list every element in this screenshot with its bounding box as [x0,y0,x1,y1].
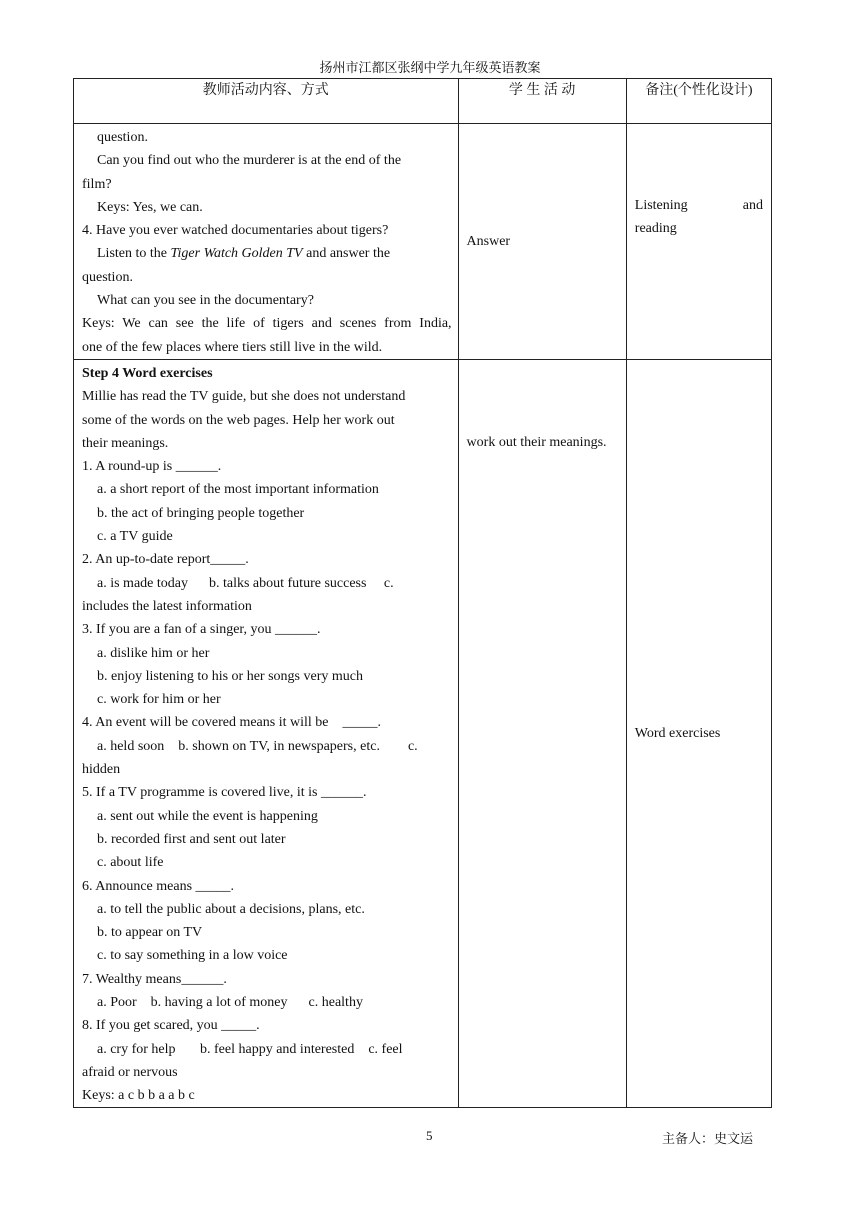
text-line: question. [82,269,133,285]
question-line: 6. Announce means _____. [82,878,235,894]
option-line: afraid or nervous [82,1064,178,1080]
note-line: reading [634,221,677,237]
option-line: b. recorded first and sent out later [97,831,286,847]
option-line: a. held soon b. shown on TV, in newspapers, etc. c. [97,738,418,754]
notes-cell [626,359,771,1108]
column-header-teacher: 教师活动内容、方式 [74,79,459,124]
teacher-activity-cell [74,359,459,1108]
table-row [74,359,772,1108]
step-title: Step 4 Word exercises [82,365,213,381]
option-line: a. cry for help b. feel happy and interested c. feel [97,1041,403,1057]
option-line: b. to appear on TV [97,925,203,941]
table-row [74,124,772,360]
option-line: c. about life [97,855,164,871]
option-line: b. the act of bringing people together [97,505,305,521]
option-line: a. to tell the public about a decisions, plans, etc. [97,901,365,917]
notes-cell [626,124,771,360]
note-word: Listening [634,198,688,213]
question-line: 3. If you are a fan of a singer, you ______. [82,622,321,638]
question-line: 1. A round-up is ______. [82,459,222,475]
student-activity-text: work out their meanings. [466,434,607,450]
option-line: a. sent out while the event is happening [97,808,318,824]
text-line: film? [82,176,112,192]
text-line: 4. Have you ever watched documentaries about tigers? [82,223,389,239]
note-word: and [742,198,763,213]
option-line: includes the latest information [82,598,252,614]
text-line: one of the few places where tiers still live in the wild. [82,339,383,355]
text-line: Millie has read the TV guide, but she does not understand [82,389,406,405]
table-header-row [74,79,772,124]
column-header-notes: 备注(个性化设计) [626,79,771,124]
note-line [635,194,763,217]
option-line: a. is made today b. talks about future success c. [97,575,394,591]
text-line: Keys: Yes, we can. [97,199,203,215]
option-line: c. work for him or her [97,692,221,708]
text-line: question. [97,130,148,145]
text-line: What can you see in the documentary? [97,293,314,309]
option-line: a. dislike him or her [97,645,210,661]
student-activity-text: Answer [466,233,511,249]
text-line: Can you find out who the murderer is at the end of the [97,153,402,169]
option-line: a. a short report of the most important information [97,482,379,498]
option-line: b. enjoy listening to his or her songs very much [97,668,363,684]
question-line: 4. An event will be covered means it will be _____. [82,715,381,731]
student-activity-cell [458,359,626,1108]
option-line: c. to say something in a low voice [97,948,288,964]
document-header-title: 扬州市江都区张纲中学九年级英语教案 [319,60,541,75]
text-line: their meanings. [82,435,169,451]
author-label: 主备人：史文运 [662,1131,754,1146]
answer-keys: Keys: a c b b a a b c [82,1088,195,1104]
question-line: 2. An up-to-date report_____. [82,552,249,568]
text-line: Keys: We can see the life of tigers and scenes from India, [82,316,452,332]
page-number: 5 [426,1128,433,1143]
note-text: Word exercises [634,726,721,742]
option-line: c. a TV guide [97,529,173,545]
text-fragment: Listen to the [97,246,171,262]
teacher-activity-cell [74,124,459,360]
option-line: hidden [82,762,121,778]
lesson-plan-table [73,78,772,1108]
column-header-student: 学 生 活 动 [458,79,626,124]
question-line: 7. Wealthy means______. [82,971,227,987]
text-line: some of the words on the web pages. Help her work out [82,412,395,428]
text-fragment: and answer the [302,246,391,262]
programme-title: Tiger Watch Golden TV [170,246,303,262]
student-activity-cell [458,124,626,360]
question-line: 5. If a TV programme is covered live, it is ______. [82,785,367,801]
text-line [82,242,452,265]
option-line: a. Poor b. having a lot of money c. healthy [97,994,363,1010]
question-line: 8. If you get scared, you _____. [82,1018,260,1034]
